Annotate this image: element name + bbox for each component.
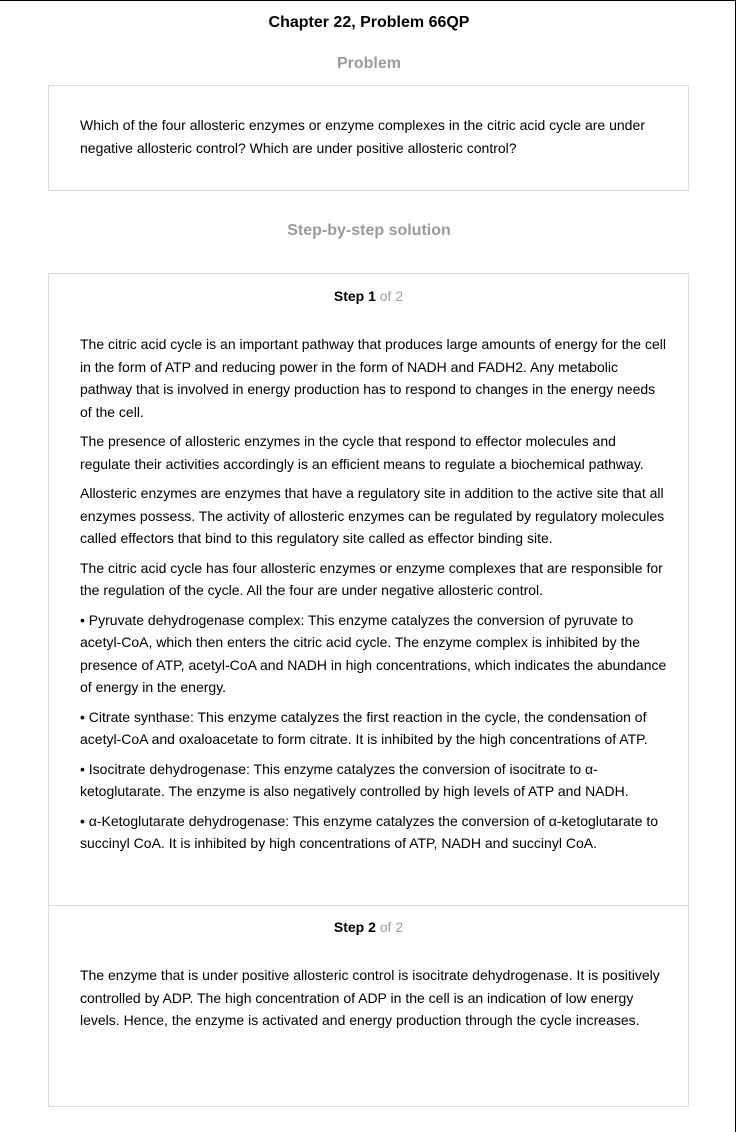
step-1-paragraph: Allosteric enzymes are enzymes that have a regulatory site in addition to the active site that all enzymes possess. The activity of allosteric enzymes can be regulated by regulatory molecules called effectors that bind to this regulatory site called as effector binding site. xyxy=(80,485,665,546)
problem-box xyxy=(48,85,689,191)
step-2-body xyxy=(80,964,670,1039)
step-1-bullet-pyruvate-dehydrogenase: • Pyruvate dehydrogenase complex: This enzyme catalyzes the conversion of pyruvate to acetyl-CoA, which then enters the citric acid cycle. The enzyme complex is inhibited by the presence of ATP, acetyl-CoA and NADH in high concentrations, which indicates the abundance of energy in the energy. xyxy=(80,611,667,695)
solution-box xyxy=(48,273,689,1107)
step-1-paragraph: The presence of allosteric enzymes in the cycle that respond to effector molecules and regulate their activities accordingly is an efficient means to regulate a biochemical pathway. xyxy=(80,433,644,472)
step-1-paragraph: The citric acid cycle is an important pathway that produces large amounts of energy for the cell in the form of ATP and reducing power in the form of NADH and FADH2. Any metabolic pathway that is involved in energy production has to respond to changes in the energy needs of the cell. xyxy=(80,336,666,420)
step-1-total: of 2 xyxy=(375,288,404,304)
step-1-paragraph: The citric acid cycle has four allosteric enzymes or enzyme complexes that are responsible for the regulation of the cycle. All the four are under negative allosteric control. xyxy=(80,559,663,598)
solution-heading: Step-by-step solution xyxy=(287,222,451,239)
step-2-paragraph: The enzyme that is under positive allosteric control is isocitrate dehydrogenase. It is positively controlled by ADP. The high concentration of ADP in the cell is an indication of low energy levels. Hence, the enzyme is activated and energy production through the cycle increases. xyxy=(80,967,660,1028)
step-1-label xyxy=(49,287,688,305)
step-2 xyxy=(49,905,688,1106)
problem-heading: Problem xyxy=(336,55,401,72)
step-1-body xyxy=(80,333,670,862)
problem-text: Which of the four allosteric enzymes or enzyme complexes in the citric acid cycle are under negative allosteric control? Which are under positive allosteric control? xyxy=(80,117,645,156)
step-1 xyxy=(49,274,688,906)
step-1-bullet-ketoglutarate-dehydrogenase: • α-Ketoglutarate dehydrogenase: This enzyme catalyzes the conversion of α-ketoglutarate to succinyl CoA. It is inhibited by high concentrations of ATP, NADH and succinyl CoA. xyxy=(80,812,659,851)
step-1-bullet-citrate-synthase: • Citrate synthase: This enzyme catalyzes the first reaction in the cycle, the condensation of acetyl-CoA and oxaloacetate to form citrate. It is inhibited by the high concentrations of ATP. xyxy=(80,708,648,747)
step-2-number: Step 2 xyxy=(333,919,376,935)
page-title: Chapter 22, Problem 66QP xyxy=(268,14,470,31)
step-1-bullet-isocitrate-dehydrogenase: • Isocitrate dehydrogenase: This enzyme catalyzes the conversion of isocitrate to α-ketoglutarate. The enzyme is also negatively controlled by high levels of ATP and NADH. xyxy=(80,760,629,799)
step-2-label xyxy=(49,918,688,936)
step-2-total: of 2 xyxy=(375,919,404,935)
step-1-number: Step 1 xyxy=(333,288,376,304)
